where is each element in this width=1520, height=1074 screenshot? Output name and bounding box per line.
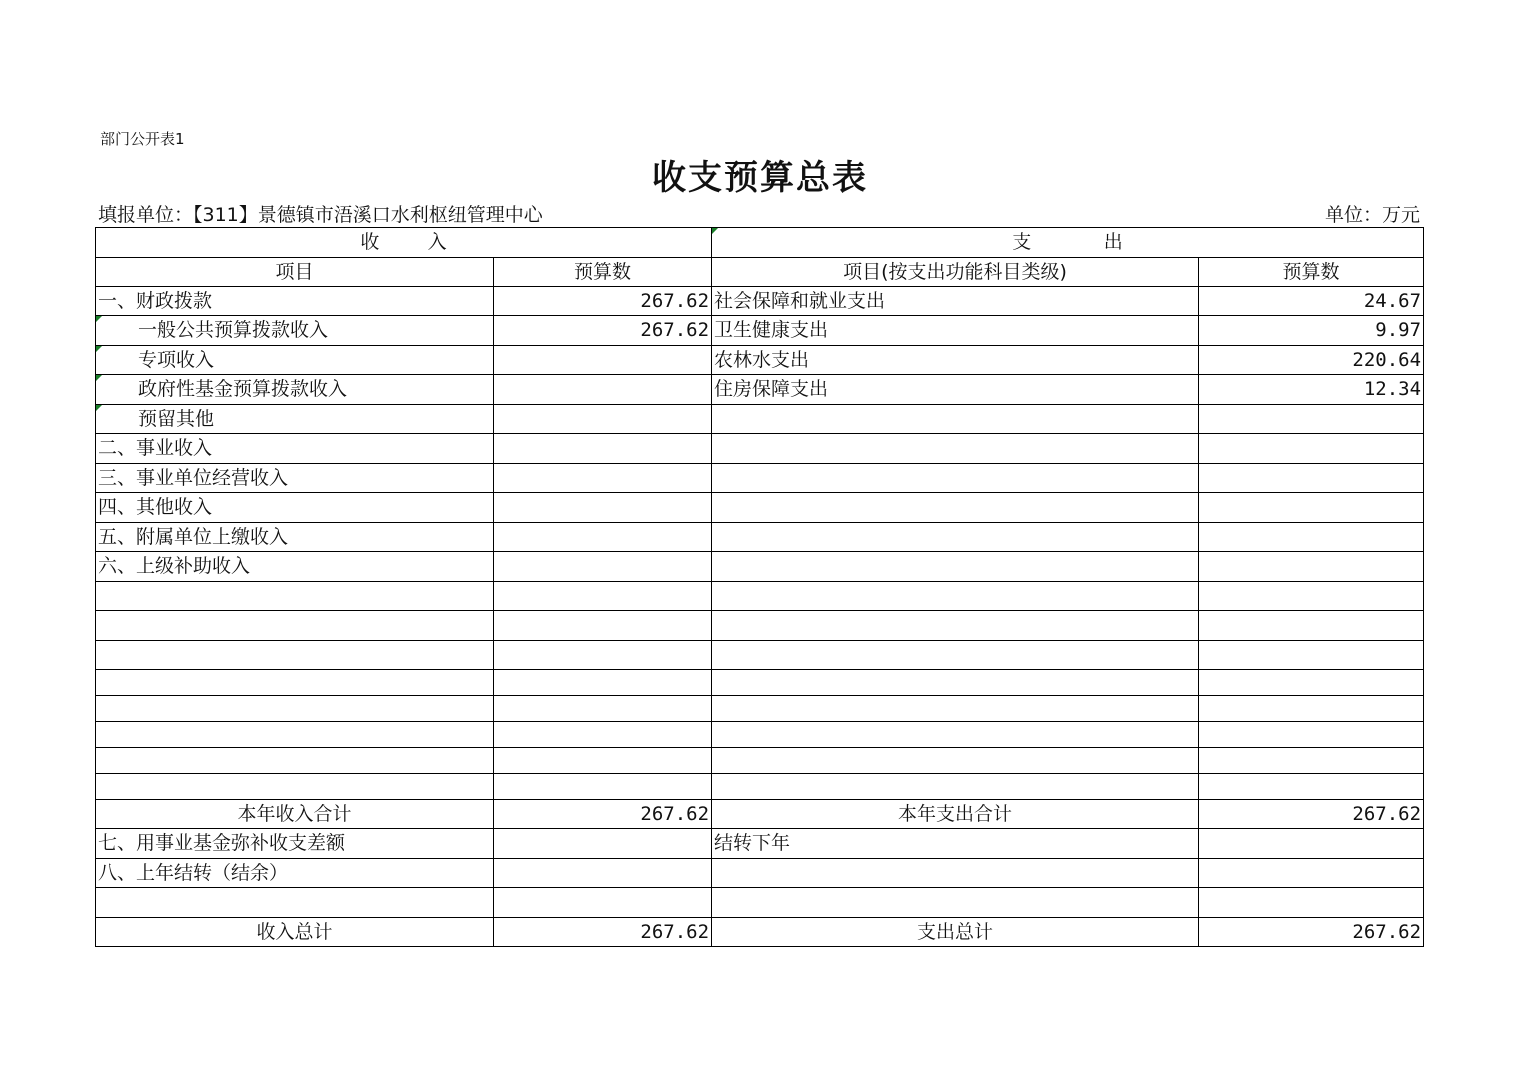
blank-cell: [96, 696, 494, 722]
expense-value: [1199, 493, 1424, 523]
table-row: [96, 434, 1424, 464]
grand-income-total-label: 收入总计: [96, 918, 494, 947]
expense-item: [712, 464, 1199, 493]
table-row: [96, 464, 1424, 493]
expense-item: [712, 859, 1199, 888]
income-value: [494, 523, 712, 552]
income-item-header: 项目: [96, 258, 494, 287]
income-item: 政府性基金预算拨款收入: [96, 375, 494, 405]
table-row: [96, 346, 1424, 375]
blank-cell: [96, 641, 494, 670]
blank-cell: [96, 670, 494, 696]
expense-item: [712, 405, 1199, 434]
table-row: [96, 375, 1424, 405]
blank-cell: [96, 722, 494, 748]
expense-value: [1199, 859, 1424, 888]
income-value: [494, 346, 712, 375]
expense-value: 12.34: [1199, 375, 1424, 405]
table-row: [96, 552, 1424, 582]
income-value: [494, 464, 712, 493]
expense-value: [1199, 405, 1424, 434]
blank-cell: [1199, 888, 1424, 918]
expense-value: 9.97: [1199, 316, 1424, 346]
page-title: 收支预算总表: [652, 158, 868, 198]
expense-value: [1199, 523, 1424, 552]
blank-row: [96, 748, 1424, 774]
column-header-row: [96, 258, 1424, 287]
table-row: [96, 316, 1424, 346]
blank-cell: [1199, 696, 1424, 722]
income-item: 预留其他: [96, 405, 494, 434]
income-value: [494, 375, 712, 405]
income-value: [494, 434, 712, 464]
year-expense-total-label: 本年支出合计: [712, 800, 1199, 829]
blank-cell: [712, 641, 1199, 670]
blank-cell: [712, 582, 1199, 611]
income-section-header: 收 入: [96, 228, 712, 258]
blank-row: [96, 582, 1424, 611]
budget-table: [95, 227, 1424, 947]
income-item: 一、财政拨款: [96, 287, 494, 316]
table-row: [96, 829, 1424, 859]
table-row: [96, 859, 1424, 888]
document-label: 部门公开表1: [100, 130, 185, 148]
income-budget-header: 预算数: [494, 258, 712, 287]
expense-value: [1199, 829, 1424, 859]
blank-cell: [712, 611, 1199, 641]
blank-cell: [1199, 670, 1424, 696]
income-item: 五、附属单位上缴收入: [96, 523, 494, 552]
expense-value: 220.64: [1199, 346, 1424, 375]
expense-value: [1199, 552, 1424, 582]
blank-row: [96, 670, 1424, 696]
blank-cell: [712, 696, 1199, 722]
expense-value: [1199, 464, 1424, 493]
blank-cell: [494, 611, 712, 641]
blank-row: [96, 696, 1424, 722]
table-row: [96, 523, 1424, 552]
blank-cell: [494, 696, 712, 722]
filing-unit: 填报单位：【311】景德镇市浯溪口水利枢纽管理中心: [98, 204, 543, 226]
income-item: 四、其他收入: [96, 493, 494, 523]
expense-item: [712, 523, 1199, 552]
expense-value: 24.67: [1199, 287, 1424, 316]
income-item: 三、事业单位经营收入: [96, 464, 494, 493]
blank-cell: [96, 611, 494, 641]
blank-cell: [96, 582, 494, 611]
income-item: 六、上级补助收入: [96, 552, 494, 582]
blank-row: [96, 774, 1424, 800]
expense-item: 社会保障和就业支出: [712, 287, 1199, 316]
expense-item: 卫生健康支出: [712, 316, 1199, 346]
blank-cell: [712, 888, 1199, 918]
expense-value: [1199, 434, 1424, 464]
grand-expense-total-label: 支出总计: [712, 918, 1199, 947]
blank-row: [96, 641, 1424, 670]
expense-budget-header: 预算数: [1199, 258, 1424, 287]
income-item: 七、用事业基金弥补收支差额: [96, 829, 494, 859]
blank-cell: [494, 641, 712, 670]
currency-unit: 单位：万元: [1324, 204, 1420, 226]
income-value: [494, 493, 712, 523]
grand-total-row: [96, 918, 1424, 947]
expense-section-header: 支 出: [712, 228, 1424, 258]
income-item: 八、上年结转（结余）: [96, 859, 494, 888]
blank-cell: [712, 748, 1199, 774]
blank-row: [96, 611, 1424, 641]
year-total-row: [96, 800, 1424, 829]
blank-cell: [1199, 774, 1424, 800]
expense-item: [712, 552, 1199, 582]
grand-expense-total-value: 267.62: [1199, 918, 1424, 947]
income-item: 二、事业收入: [96, 434, 494, 464]
blank-cell: [712, 670, 1199, 696]
income-value: 267.62: [494, 287, 712, 316]
blank-cell: [96, 888, 494, 918]
income-item: 专项收入: [96, 346, 494, 375]
blank-cell: [1199, 582, 1424, 611]
income-value: [494, 552, 712, 582]
grand-income-total-value: 267.62: [494, 918, 712, 947]
expense-item: [712, 434, 1199, 464]
income-value: [494, 829, 712, 859]
expense-item: 住房保障支出: [712, 375, 1199, 405]
income-item: 一般公共预算拨款收入: [96, 316, 494, 346]
year-income-total-value: 267.62: [494, 800, 712, 829]
blank-cell: [1199, 641, 1424, 670]
blank-cell: [712, 722, 1199, 748]
expense-item: 农林水支出: [712, 346, 1199, 375]
blank-cell: [1199, 722, 1424, 748]
blank-row: [96, 888, 1424, 918]
income-value: [494, 405, 712, 434]
table-row: [96, 405, 1424, 434]
expense-item: [712, 493, 1199, 523]
blank-cell: [96, 748, 494, 774]
blank-cell: [1199, 611, 1424, 641]
blank-cell: [494, 582, 712, 611]
blank-cell: [712, 774, 1199, 800]
blank-cell: [494, 774, 712, 800]
blank-cell: [494, 888, 712, 918]
table-row: [96, 287, 1424, 316]
blank-cell: [1199, 748, 1424, 774]
blank-cell: [494, 748, 712, 774]
expense-item: 结转下年: [712, 829, 1199, 859]
expense-item-header: 项目(按支出功能科目类级): [712, 258, 1199, 287]
year-expense-total-value: 267.62: [1199, 800, 1424, 829]
blank-cell: [96, 774, 494, 800]
section-header-row: [96, 228, 1424, 258]
blank-row: [96, 722, 1424, 748]
year-income-total-label: 本年收入合计: [96, 800, 494, 829]
blank-cell: [494, 670, 712, 696]
income-value: 267.62: [494, 316, 712, 346]
blank-cell: [494, 722, 712, 748]
table-row: [96, 493, 1424, 523]
income-value: [494, 859, 712, 888]
